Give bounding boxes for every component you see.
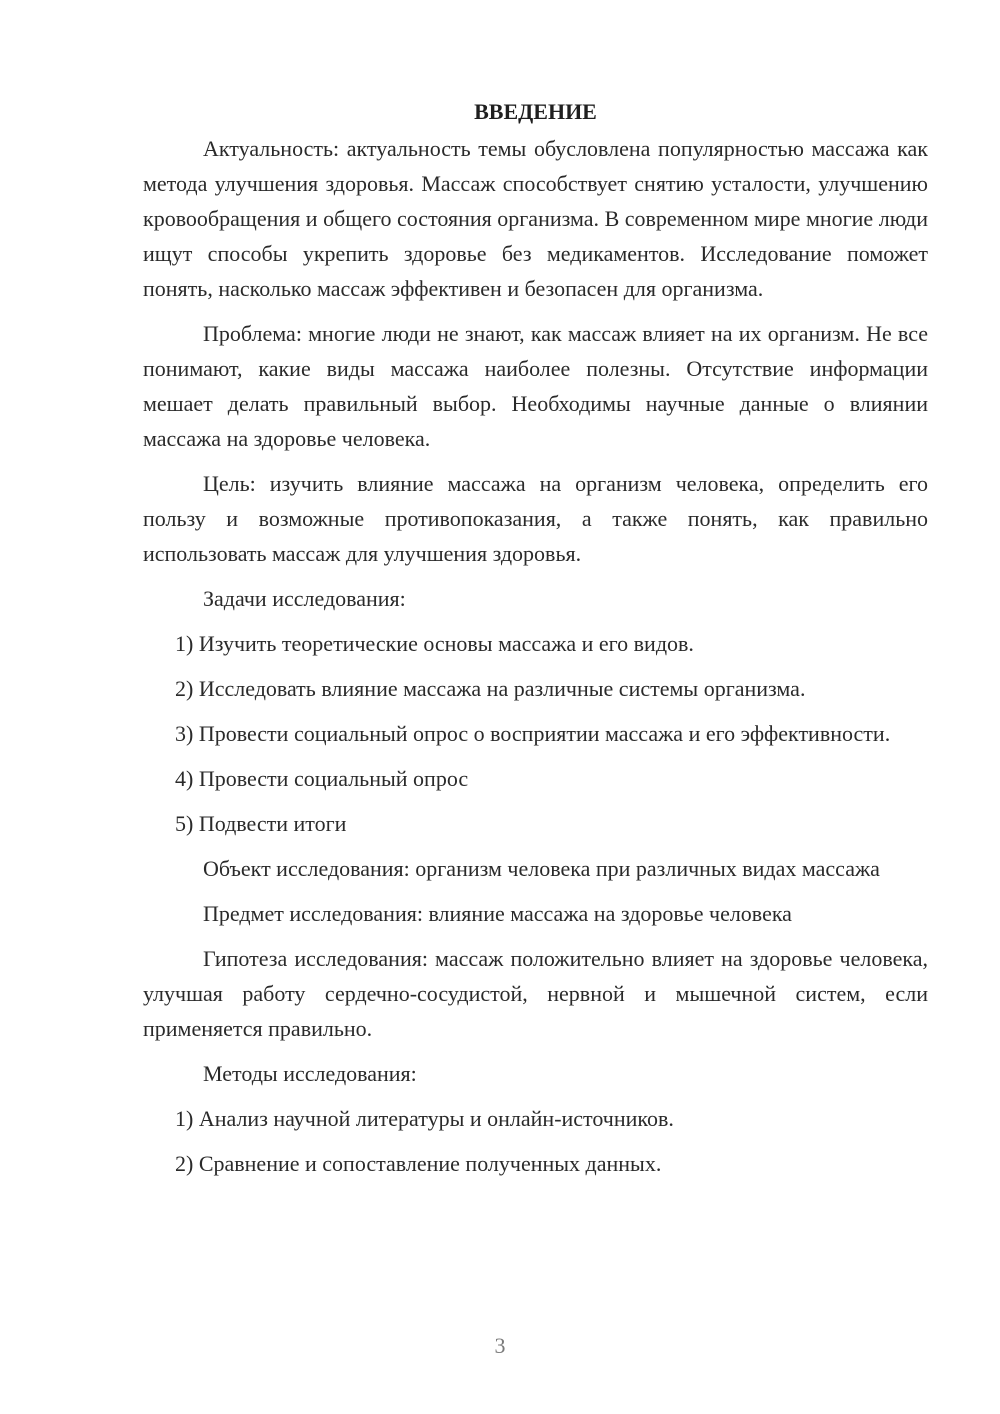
section-heading: ВВЕДЕНИЕ	[474, 99, 597, 124]
list-item-task-1: 1) Изучить теоретические основы массажа и его видов.	[175, 631, 694, 656]
list-item-task-2: 2) Исследовать влияние массажа на различные системы организма.	[175, 676, 806, 701]
paragraph-goal: Цель: изучить влияние массажа на организм человека, определить его пользу и возможные противопоказания, а также понять, как правильно использовать массаж для улучшения здоровья.	[143, 471, 928, 566]
paragraph-hypothesis: Гипотеза исследования: массаж положительно влияет на здоровье человека, улучшая работу сердечно-сосудистой, нервной и мышечной систем, если применяется правильно.	[143, 946, 928, 1041]
list-item-method-2: 2) Сравнение и сопоставление полученных данных.	[175, 1151, 662, 1176]
paragraph-subject: Предмет исследования: влияние массажа на здоровье человека	[203, 901, 792, 926]
list-item-task-5: 5) Подвести итоги	[175, 811, 347, 836]
page-content	[143, 94, 928, 1191]
paragraph-tasks-title: Задачи исследования:	[203, 586, 406, 611]
page-number: 3	[494, 1333, 506, 1358]
list-item-method-1: 1) Анализ научной литературы и онлайн-источников.	[175, 1106, 674, 1131]
paragraph-methods-title: Методы исследования:	[203, 1061, 417, 1086]
list-item-task-4: 4) Провести социальный опрос	[175, 766, 469, 791]
paragraph-object: Объект исследования: организм человека при различных видах массажа	[203, 856, 880, 881]
paragraph-relevance: Актуальность: актуальность темы обусловлена популярностью массажа как метода улучшения здоровья. Массаж способствует снятию усталости, улучшению кровообращения и общего состояния организма. В современном мире многие люди ищут способы укрепить здоровье без медикаментов. Исследование поможет понять, насколько массаж эффективен и безопасен для организма.	[143, 136, 928, 301]
list-item-task-3: 3) Провести социальный опрос о восприятии массажа и его эффективности.	[175, 721, 891, 746]
paragraph-problem: Проблема: многие люди не знают, как массаж влияет на их организм. Не все понимают, какие виды массажа наиболее полезны. Отсутствие информации мешает делать правильный выбор. Необходимы научные данные о влиянии массажа на здоровье человека.	[143, 321, 928, 451]
